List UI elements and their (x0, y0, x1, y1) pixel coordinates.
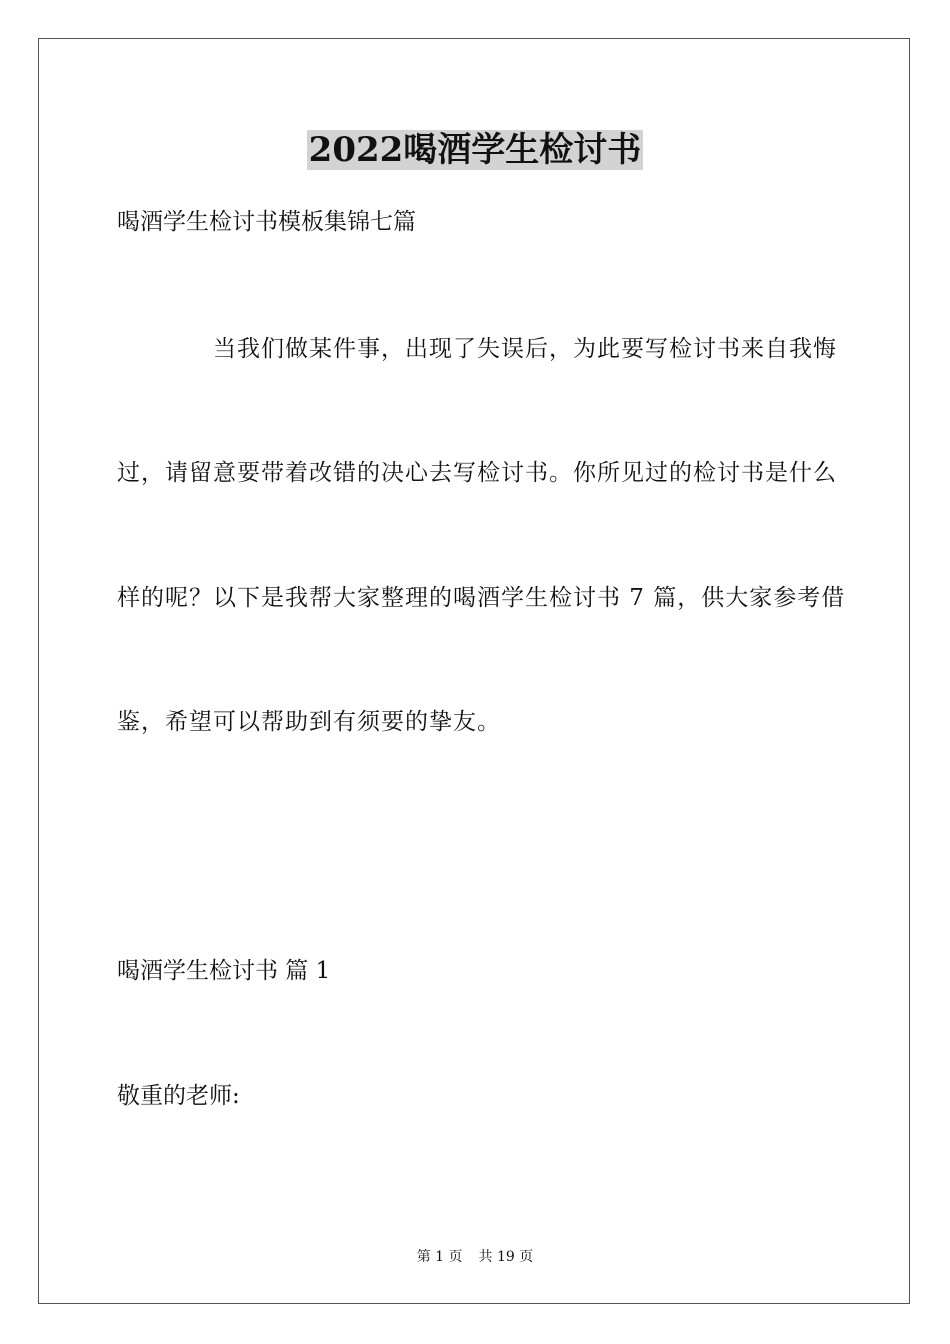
page-total: 共 19 页 (478, 1249, 534, 1265)
document-title (0, 128, 950, 172)
document-subtitle: 喝酒学生检讨书模板集锦七篇 (117, 209, 416, 235)
intro-line-2: 过，请留意要带着改错的决心去写检讨书。你所见过的检讨书是什么 (117, 460, 837, 486)
salutation: 敬重的老师: (117, 1083, 240, 1109)
document-title-text: 2022喝酒学生检讨书 (308, 130, 642, 170)
section-heading: 喝酒学生检讨书 篇 1 (117, 958, 331, 984)
page-footer (0, 1247, 950, 1267)
intro-line-1: 当我们做某件事，出现了失误后，为此要写检讨书来自我悔 (213, 336, 837, 362)
page-number: 第 1 页 (416, 1249, 463, 1265)
intro-line-3: 样的呢？以下是我帮大家整理的喝酒学生检讨书 7 篇，供大家参考借 (117, 585, 846, 611)
intro-line-4: 鉴，希望可以帮助到有须要的挚友。 (117, 709, 501, 735)
